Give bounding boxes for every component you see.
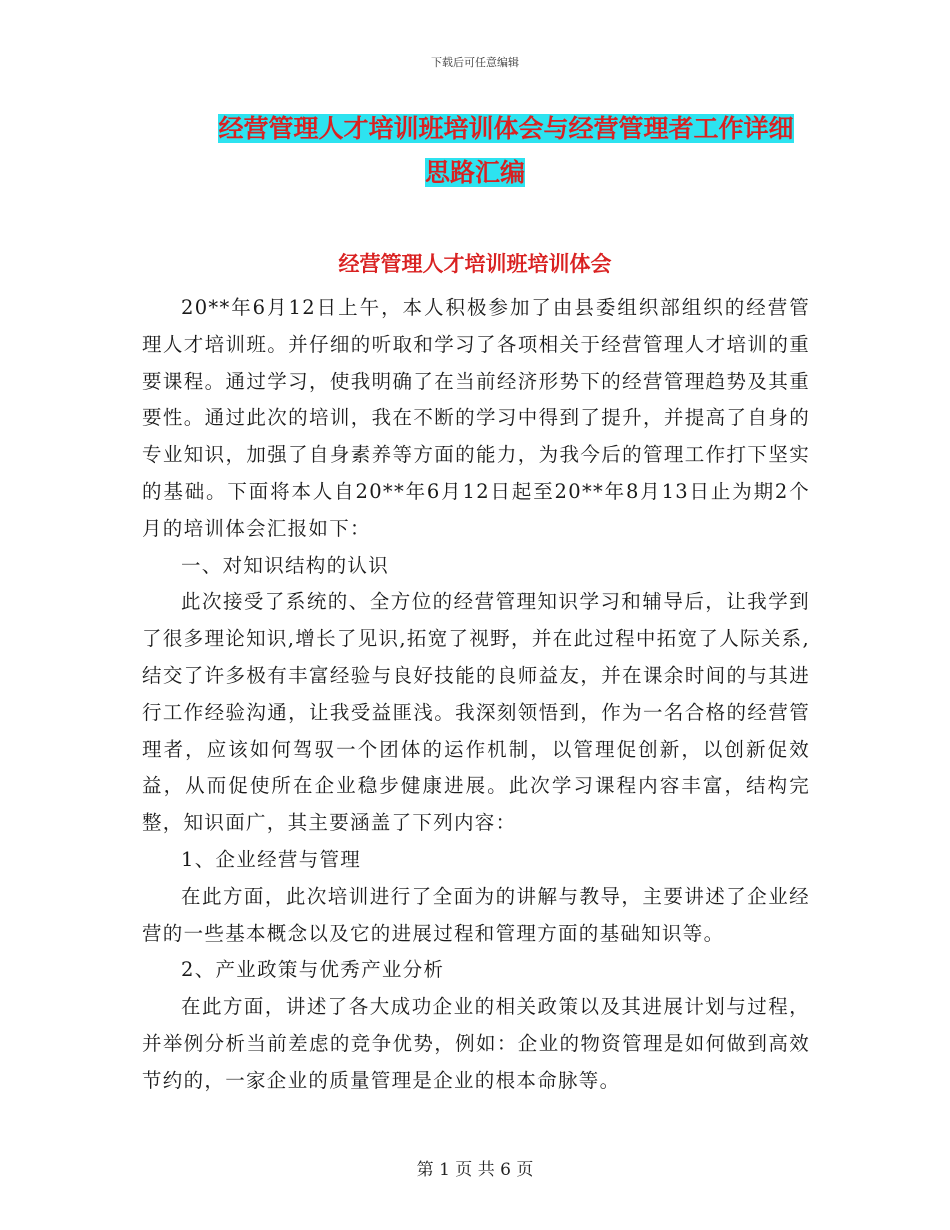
- paragraph-knowledge-structure: 此次接受了系统的、全方位的经营管理知识学习和辅导后，让我学到了很多理论知识,增长了见识,拓宽了视野，并在此过程中拓宽了人际关系,结交了许多极有丰富经验与良好技能的良师益友，并在课余时间的与其进行工作经验沟通，让我受益匪浅。我深刻领悟到，作为一名合格的经营管理者，应该如何驾驭一个团体的运作机制，以管理促创新，以创新促效益，从而促使所在企业稳步健康进展。此次学习课程内容丰富，结构完整，知识面广，其主要涵盖了下列内容：: [142, 590, 810, 835]
- paragraph-industry-policy: 在此方面，讲述了各大成功企业的相关政策以及其进展计划与过程，并举例分析当前差虑的竞争优势，例如：企业的物资管理是如何做到高效节约的，一家企业的质量管理是企业的根本命脉等。: [142, 995, 810, 1092]
- heading-industry-policy: 2、产业政策与优秀产业分析: [181, 958, 445, 982]
- document-title-line-1: 经营管理人才培训班培训体会与经营管理者工作详细: [218, 114, 794, 143]
- paragraph-intro: 20**年6月12日上午，本人积极参加了由县委组织部组织的经营管理人才培训班。并仔细的听取和学习了各项相关于经营管理人才培训的重要课程。通过学习，使我明确了在当前经济形势下的经营管理趋势及其重要性。通过此次的培训，我在不断的学习中得到了提升，并提高了自身的专业知识，加强了自身素养等方面的能力，为我今后的管理工作打下坚实的基础。下面将本人自20**年6月12日起至20**年8月13日止为期2个月的培训体会汇报如下：: [142, 296, 810, 540]
- page-footer-page-number: 第 1 页 共 6 页: [416, 1160, 534, 1180]
- section-title: 经营管理人才培训班培训体会: [338, 252, 612, 276]
- heading-business-management: 1、企业经营与管理: [181, 847, 362, 871]
- document-title: [140, 107, 810, 195]
- paragraph-business-management: 在此方面，此次培训进行了全面为的讲解与教导，主要讲述了企业经营的一些基本概念以及它的进展过程和管理方面的基础知识等。: [142, 884, 810, 945]
- page-header-note: 下载后可任意编辑: [431, 56, 519, 69]
- document-body: [142, 290, 810, 1100]
- heading-knowledge-structure: 一、对知识结构的认识: [181, 553, 390, 577]
- document-title-line-2: 思路汇编: [424, 158, 525, 187]
